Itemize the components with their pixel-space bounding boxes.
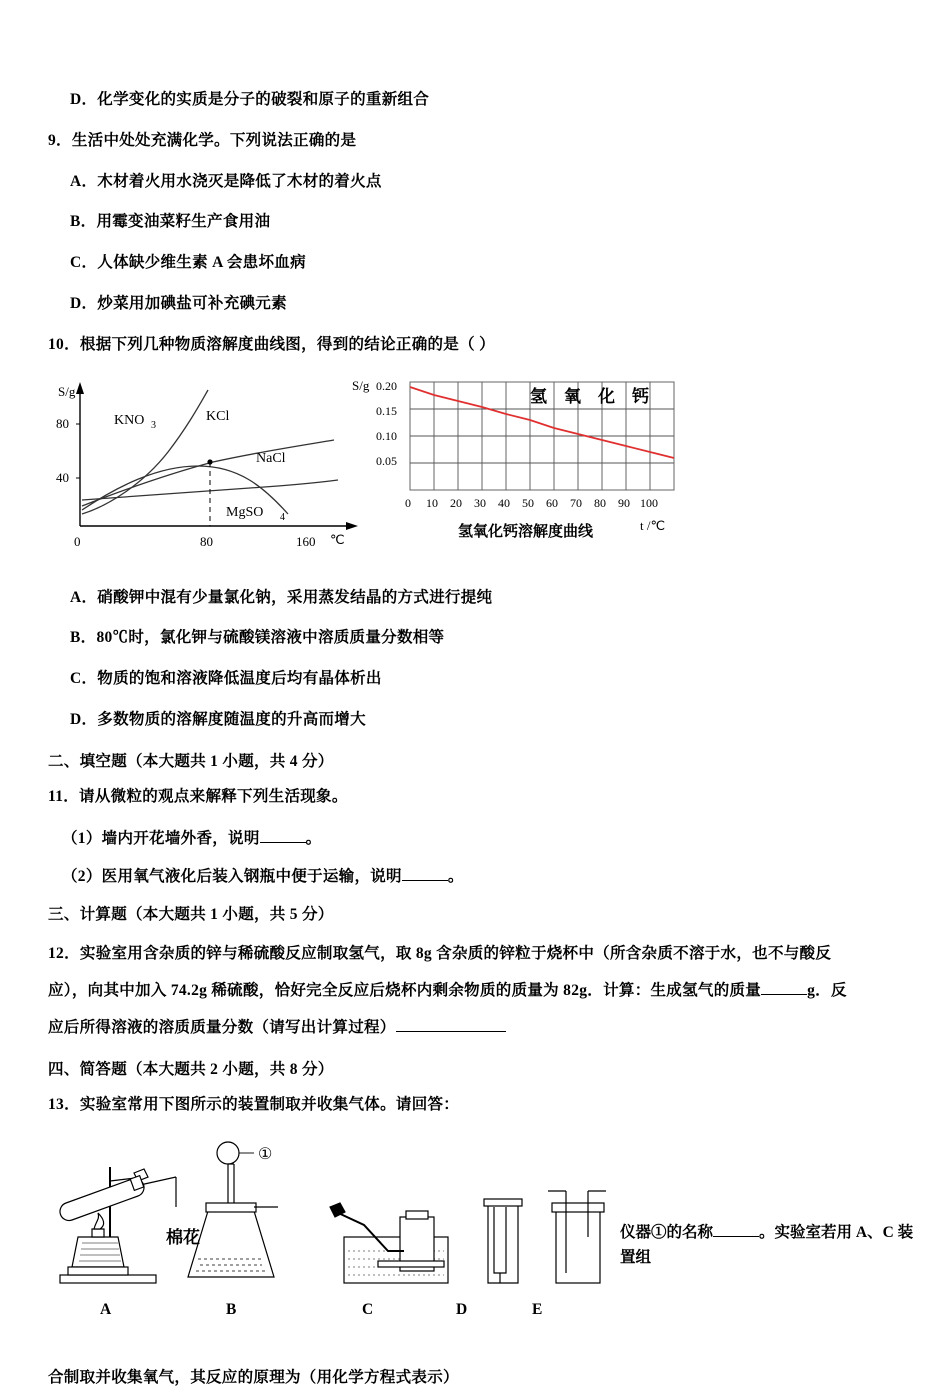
- svg-text:0.15: 0.15: [376, 403, 397, 418]
- question-8-option-d: D．化学变化的实质是分子的破裂和原子的重新组合: [70, 91, 430, 108]
- svg-text:氢氧化钙溶解度曲线: 氢氧化钙溶解度曲线: [458, 523, 594, 540]
- svg-text:30: 30: [474, 495, 486, 510]
- apparatus-label-e: E: [532, 1301, 543, 1319]
- svg-text:60: 60: [546, 495, 558, 510]
- svg-text:钙: 钙: [632, 386, 649, 406]
- question-11-stem: 11．请从微粒的观点来解释下列生活现象。: [48, 787, 348, 805]
- svg-text:KCl: KCl: [206, 408, 230, 424]
- svg-text:80: 80: [200, 533, 213, 549]
- question-10-option-a: A．硝酸钾中混有少量氯化钠，采用蒸发结晶的方式进行提纯: [70, 588, 493, 606]
- apparatus-label-d: D: [456, 1301, 468, 1319]
- question-9-option-c: C．人体缺少维生素 A 会患坏血病: [70, 254, 306, 272]
- svg-text:80: 80: [56, 415, 69, 431]
- svg-text:20: 20: [450, 495, 462, 510]
- svg-text:0: 0: [74, 533, 81, 549]
- svg-text:化: 化: [598, 386, 615, 406]
- question-11-sub-1: [48, 826, 908, 848]
- svg-text:℃: ℃: [330, 531, 345, 547]
- question-13-note: [620, 1221, 920, 1271]
- question-13-note-b: 。实验室若用 A、C 装置组: [620, 1224, 914, 1267]
- answer-blank[interactable]: [761, 994, 807, 995]
- question-12-line-3-text: 应后所得溶液的溶质质量分数（请写出计算过程）: [48, 1018, 396, 1036]
- question-10-option-b: B．80℃时，氯化钾与硫酸镁溶液中溶质质量分数相等: [70, 629, 445, 647]
- apparatus-label-c: C: [362, 1301, 374, 1319]
- question-12-line-1: 12．实验室用含杂质的锌与稀硫酸反应制取氢气，取 8g 含杂质的锌粒于烧杯中（所含杂质不溶于水，也不与酸反: [48, 944, 832, 962]
- apparatus-svg: [48, 1133, 628, 1313]
- apparatus-label-a: A: [100, 1301, 112, 1319]
- question-11-sub-1-end: 。: [305, 829, 322, 847]
- question-12-line-2: [48, 975, 908, 1006]
- question-9-stem: 9．生活中处处充满化学。下列说法正确的是: [48, 131, 357, 149]
- svg-text:10: 10: [426, 495, 438, 510]
- svg-text:t /℃: t /℃: [640, 517, 666, 533]
- solubility-charts: [48, 374, 908, 574]
- svg-text:80: 80: [594, 495, 606, 510]
- svg-text:MgSO: MgSO: [226, 504, 264, 520]
- svg-text:NaCl: NaCl: [256, 450, 286, 466]
- svg-text:氧: 氧: [564, 386, 581, 406]
- svg-text:氢: 氢: [530, 386, 547, 406]
- question-11-sub-2-end: 。: [447, 867, 464, 885]
- page-content: [48, 88, 914, 1399]
- question-10-option-c: C．物质的饱和溶液降低温度后均有晶体析出: [70, 670, 382, 688]
- svg-text:100: 100: [640, 495, 658, 510]
- svg-text:0.20: 0.20: [376, 378, 397, 393]
- section-4-heading: 四、简答题（本大题共 2 小题，共 8 分）: [48, 1060, 334, 1078]
- question-10-stem: 10．根据下列几种物质溶解度曲线图，得到的结论正确的是（ ）: [48, 335, 495, 353]
- svg-text:S/g: S/g: [352, 377, 370, 393]
- question-11-sub-2: [48, 864, 908, 886]
- svg-text:4: 4: [280, 511, 285, 523]
- section-2-heading: 二、填空题（本大题共 1 小题，共 4 分）: [48, 752, 334, 770]
- svg-text:3: 3: [151, 419, 156, 431]
- question-13-stem: 13．实验室常用下图所示的装置制取并收集气体。请回答：: [48, 1095, 460, 1113]
- question-9-option-a: A．木材着火用水浇灭是降低了木材的着火点: [70, 172, 382, 190]
- svg-text:0.05: 0.05: [376, 453, 397, 468]
- answer-blank[interactable]: [260, 842, 306, 843]
- question-11-sub-1-text: （1）墙内开花墙外香，说明: [62, 829, 260, 847]
- answer-blank[interactable]: [402, 880, 448, 881]
- svg-text:160: 160: [296, 533, 316, 549]
- svg-text:40: 40: [56, 469, 69, 485]
- svg-text:0.10: 0.10: [376, 428, 397, 443]
- question-12-line-2a: 应），向其中加入 74.2g 稀硫酸，恰好完全反应后烧杯内剩余物质的质量为 82g．计算：生成氢气的质量: [48, 981, 762, 999]
- chart-calcium-hydroxide-solubility: [348, 374, 718, 569]
- question-13-note-a: 仪器①的名称: [620, 1224, 714, 1242]
- question-12-line-2b: g．反: [807, 981, 847, 999]
- svg-text:70: 70: [570, 495, 582, 510]
- answer-blank[interactable]: [713, 1236, 759, 1237]
- question-10-option-d: D．多数物质的溶解度随温度的升高而增大: [70, 710, 366, 728]
- apparatus-diagram: [48, 1133, 914, 1328]
- question-11-sub-2-text: （2）医用氧气液化后装入钢瓶中便于运输，说明: [62, 867, 402, 885]
- svg-text:90: 90: [618, 495, 630, 510]
- apparatus-label-b: B: [226, 1301, 237, 1319]
- svg-text:S/g: S/g: [58, 383, 76, 399]
- svg-text:50: 50: [522, 495, 534, 510]
- question-9-option-d: D．炒菜用加碘盐可补充碘元素: [70, 294, 287, 312]
- cotton-label: 棉花: [166, 1228, 200, 1248]
- svg-text:40: 40: [498, 495, 510, 510]
- item-number-label: ①: [258, 1146, 273, 1164]
- question-13-tail: 合制取并收集氧气，其反应的原理为（用化学方程式表示）: [48, 1369, 459, 1387]
- answer-blank[interactable]: [396, 1031, 506, 1032]
- chart-solubility-curves: [48, 374, 388, 564]
- section-3-heading: 三、计算题（本大题共 1 小题，共 5 分）: [48, 905, 334, 923]
- question-9-option-b: B．用霉变油菜籽生产食用油: [70, 213, 271, 231]
- svg-text:KNO: KNO: [114, 412, 145, 428]
- question-12-line-3: [48, 1012, 908, 1043]
- svg-text:0: 0: [405, 495, 411, 510]
